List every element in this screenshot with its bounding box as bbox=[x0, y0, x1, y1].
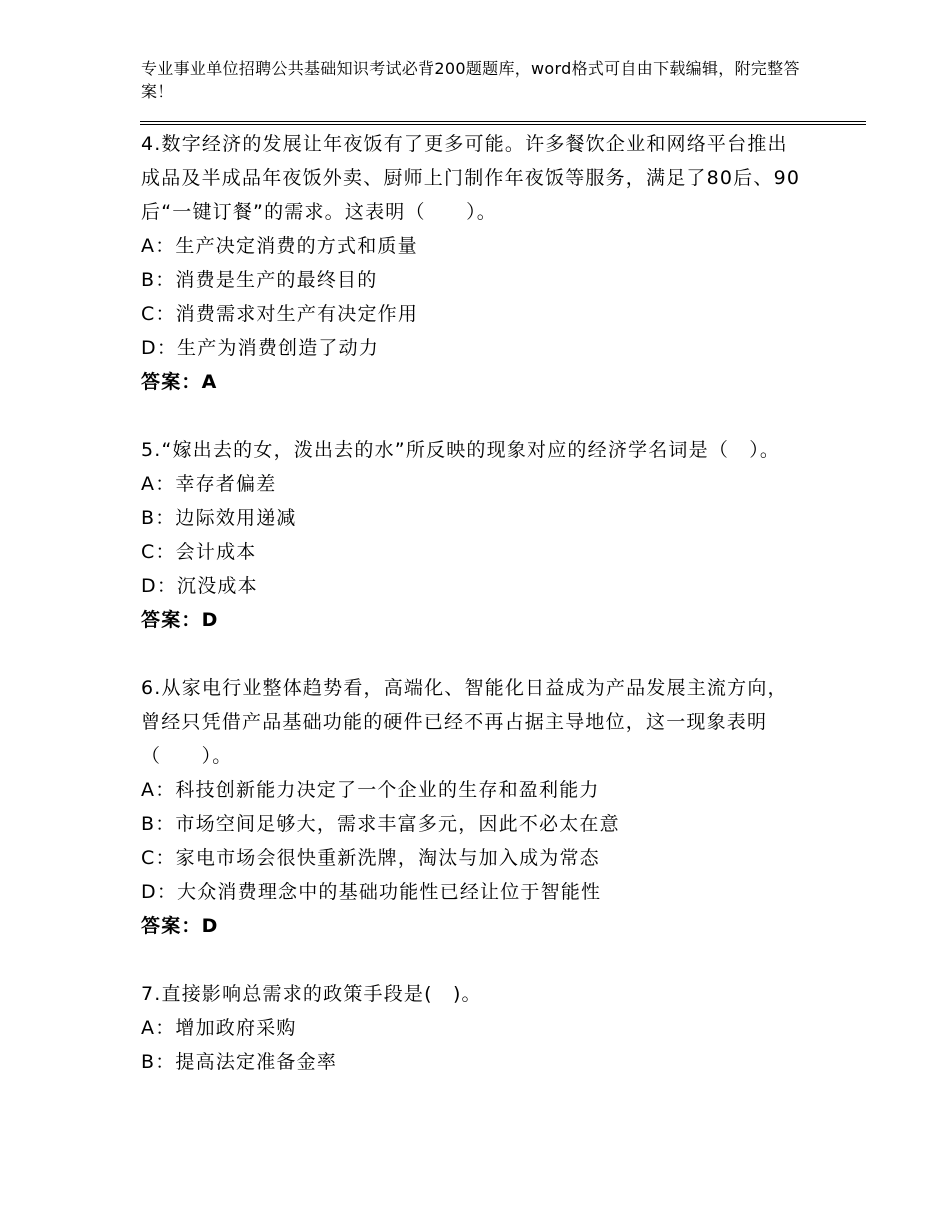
question-5 bbox=[141, 433, 801, 637]
answer: 答案：D bbox=[141, 609, 219, 631]
question-stem: 4.数字经济的发展让年夜饭有了更多可能。许多餐饮企业和网络平台推出成品及半成品年夜饭外卖、厨师上门制作年夜饭等服务，满足了80后、90后“一键订餐”的需求。这表明（ ）。 bbox=[141, 133, 801, 223]
header-rule-bottom bbox=[140, 124, 866, 125]
option-b: B：消费是生产的最终目的 bbox=[141, 269, 378, 291]
question-7 bbox=[141, 977, 801, 1079]
option-a: A：增加政府采购 bbox=[141, 1017, 297, 1039]
question-stem: 5.“嫁出去的女，泼出去的水”所反映的现象对应的经济学名词是（ ）。 bbox=[141, 439, 781, 461]
question-4 bbox=[141, 127, 801, 399]
option-b: B：提高法定准备金率 bbox=[141, 1051, 338, 1073]
option-b: B：边际效用递减 bbox=[141, 507, 297, 529]
question-6 bbox=[141, 671, 801, 943]
answer: 答案：A bbox=[141, 371, 218, 393]
page-header: 专业事业单位招聘公共基础知识考试必背200题题库，word格式可自由下载编辑，附完整答案！ bbox=[141, 59, 800, 101]
option-c: C：会计成本 bbox=[141, 541, 257, 563]
option-d: D：大众消费理念中的基础功能性已经让位于智能性 bbox=[141, 881, 602, 903]
option-c: C：消费需求对生产有决定作用 bbox=[141, 303, 419, 325]
option-d: D：沉没成本 bbox=[141, 575, 258, 597]
option-a: A：幸存者偏差 bbox=[141, 473, 277, 495]
option-b: B：市场空间足够大，需求丰富多元，因此不必太在意 bbox=[141, 813, 620, 835]
question-list bbox=[141, 127, 801, 1113]
header-rule-top bbox=[140, 121, 866, 122]
question-stem: 7.直接影响总需求的政策手段是( )。 bbox=[141, 983, 482, 1005]
option-c: C：家电市场会很快重新洗牌，淘汰与加入成为常态 bbox=[141, 847, 600, 869]
option-a: A：生产决定消费的方式和质量 bbox=[141, 235, 418, 257]
option-d: D：生产为消费创造了动力 bbox=[141, 337, 380, 359]
option-a: A：科技创新能力决定了一个企业的生存和盈利能力 bbox=[141, 779, 600, 801]
question-stem: 6.从家电行业整体趋势看，高端化、智能化日益成为产品发展主流方向，曾经只凭借产品基础功能的硬件已经不再占据主导地位，这一现象表明（ ）。 bbox=[141, 677, 788, 767]
answer: 答案：D bbox=[141, 915, 219, 937]
